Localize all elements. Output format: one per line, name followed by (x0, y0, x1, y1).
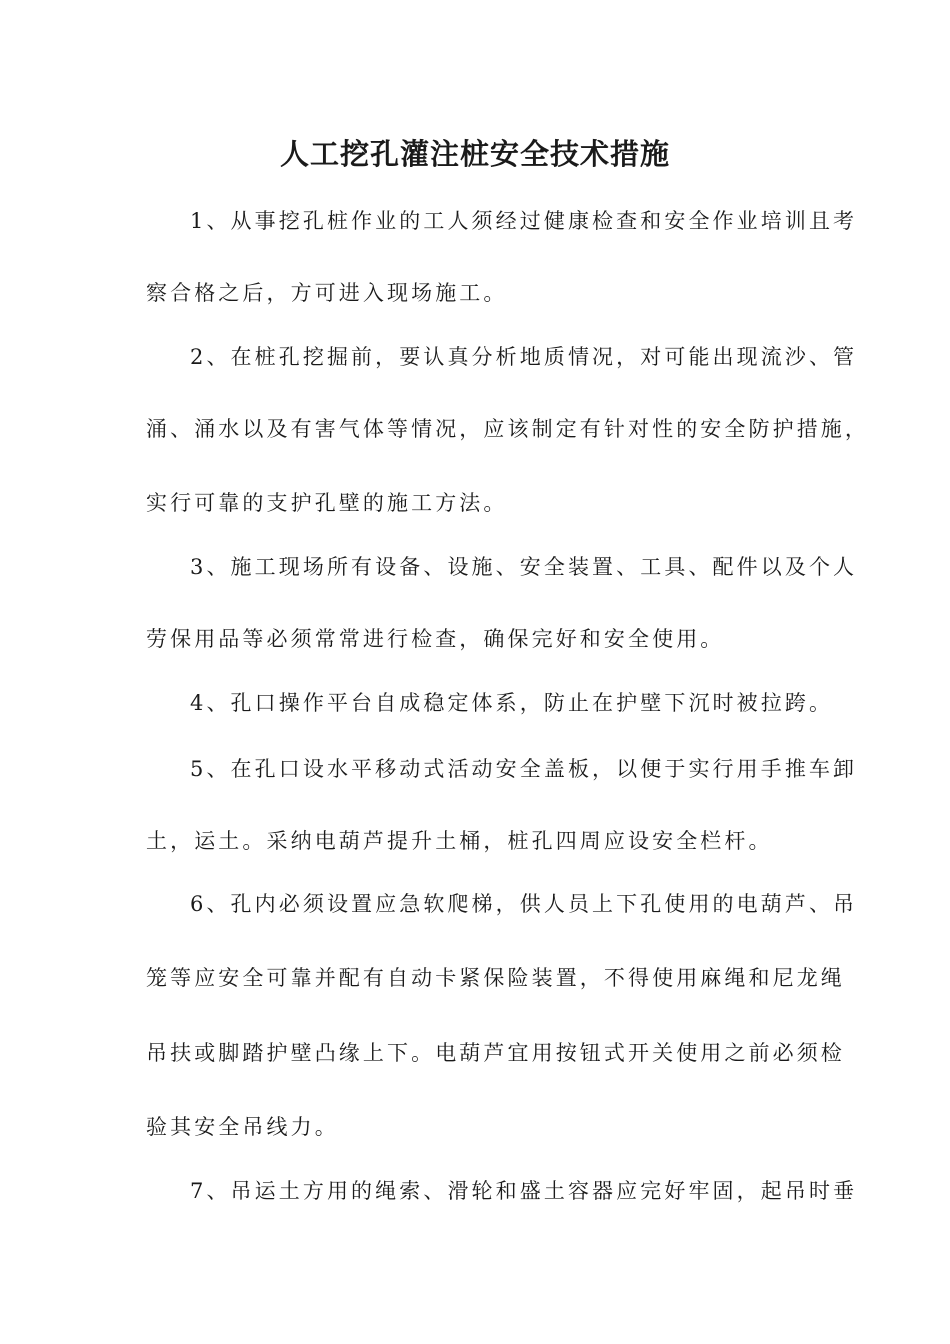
text-line: 2、在桩孔挖掘前，要认真分析地质情况，对可能出现流沙、管 (190, 345, 858, 369)
text-line: 6、孔内必须设置应急软爬梯，供人员上下孔使用的电葫芦、吊 (190, 892, 858, 916)
text-line: 吊扶或脚踏护壁凸缘上下。电葫芦宜用按钮式开关使用之前必须检 (146, 1041, 845, 1065)
text-line: 1、从事挖孔桩作业的工人须经过健康检查和安全作业培训且考 (190, 209, 858, 233)
text-line: 5、在孔口设水平移动式活动安全盖板，以便于实行用手推车卸 (190, 757, 858, 781)
text-line: 涌、涌水以及有害气体等情况，应该制定有针对性的安全防护措施， (146, 417, 869, 441)
text-line: 4、孔口操作平台自成稳定体系，防止在护壁下沉时被拉跨。 (190, 691, 834, 715)
text-line: 土，运土。采纳电葫芦提升土桶，桩孔四周应设安全栏杆。 (146, 829, 773, 853)
document-title: 人工挖孔灌注桩安全技术措施 (279, 137, 670, 171)
text-line: 察合格之后，方可进入现场施工。 (146, 281, 508, 305)
text-line: 笼等应安全可靠并配有自动卡紧保险装置，不得使用麻绳和尼龙绳 (146, 966, 845, 990)
text-line: 验其安全吊线力。 (146, 1115, 339, 1139)
text-line: 7、吊运土方用的绳索、滑轮和盛土容器应完好牢固，起吊时垂 (190, 1179, 858, 1203)
text-line: 3、施工现场所有设备、设施、安全装置、工具、配件以及个人 (190, 555, 858, 579)
text-line: 实行可靠的支护孔壁的施工方法。 (146, 491, 508, 515)
text-line: 劳保用品等必须常常进行检查，确保完好和安全使用。 (146, 627, 725, 651)
